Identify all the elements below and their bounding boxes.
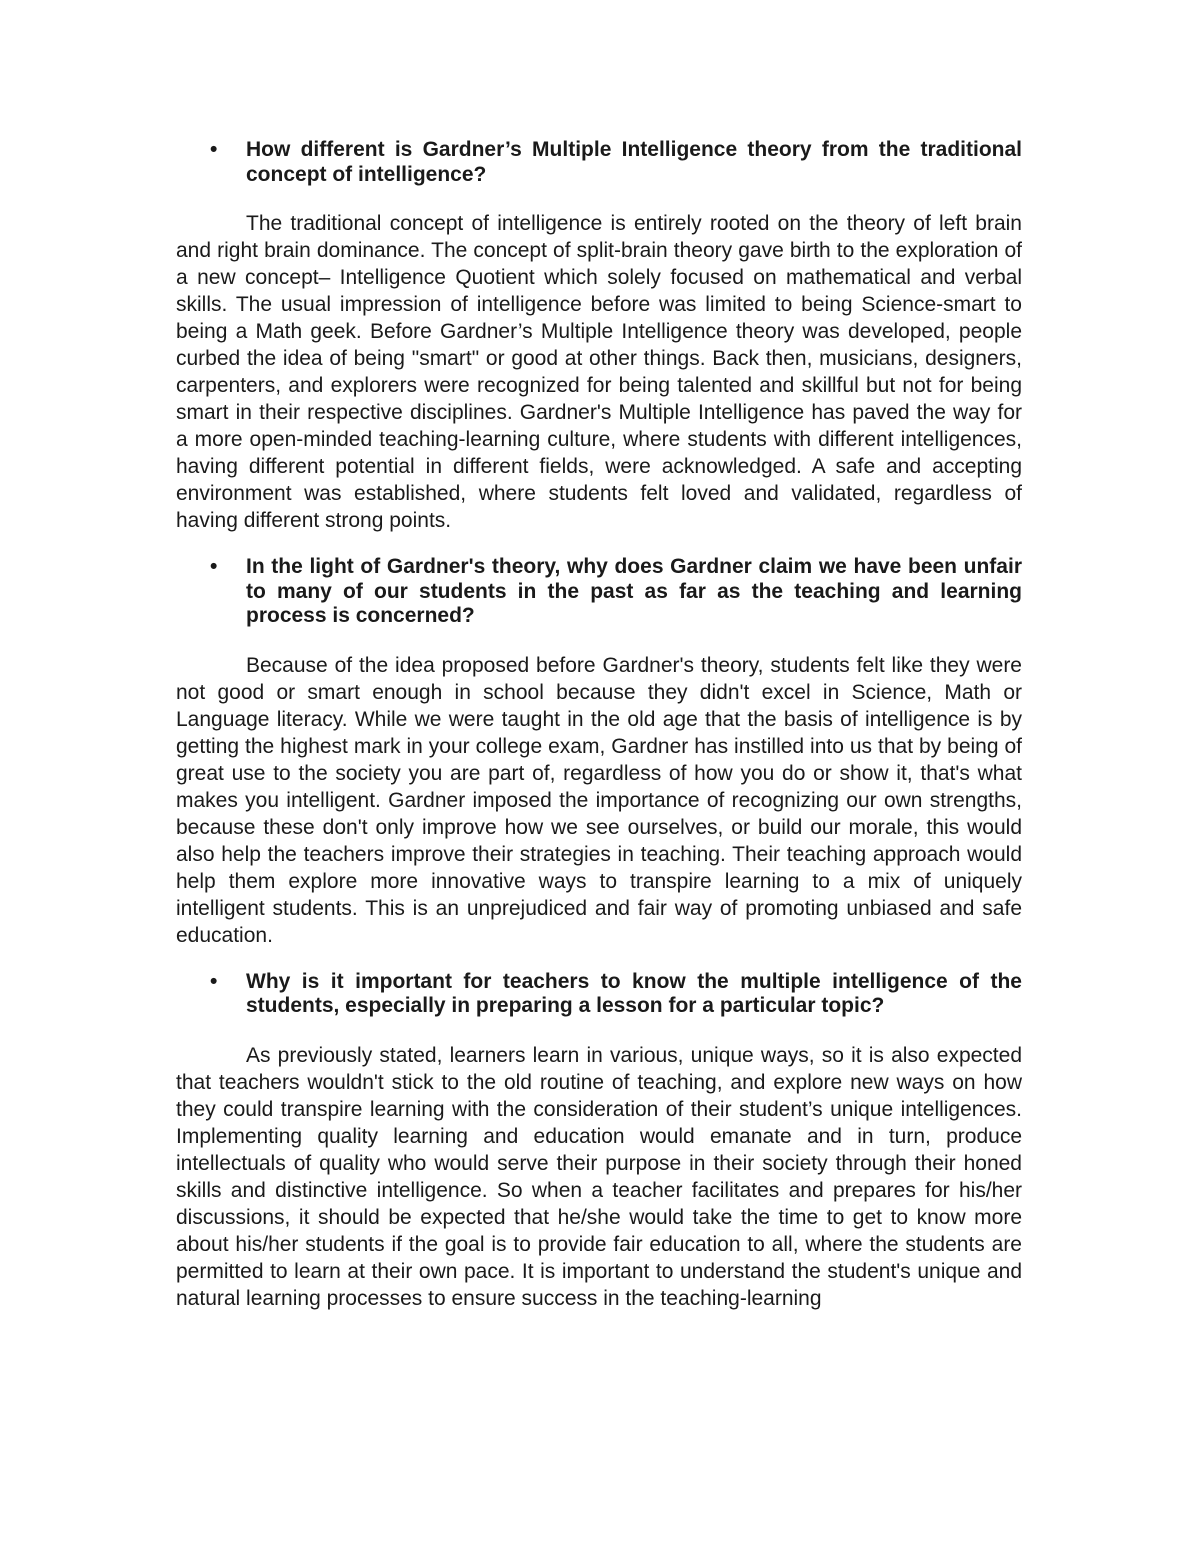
question-3	[176, 970, 1022, 1019]
question-1-text: How different is Gardner’s Multiple Intelligence theory from the traditional concept of intelligence?	[246, 138, 1022, 186]
bullet-icon: •	[210, 138, 218, 161]
question-1	[176, 138, 1022, 187]
document-body	[176, 138, 1022, 1312]
bullet-icon: •	[210, 969, 218, 993]
question-2	[176, 555, 1022, 629]
answer-1: The traditional concept of intelligence is entirely rooted on the theory of left brain and right brain dominance. The concept of split-brain theory gave birth to the exploration of a new concept– Intelligence Quotient which solely focused on mathematical and verbal skills. The usual impression of intelligence before was limited to being Science-smart to being a Math geek. Before Gardner’s Multiple Intelligence theory was developed, people curbed the idea of being "smart" or good at other things. Back then, musicians, designers, carpenters, and explorers were recognized for being talented and skillful but not for being smart in their respective disciplines. Gardner's Multiple Intelligence has paved the way for a more open-minded teaching-learning culture, where students with different intelligences, having different potential in different fields, were acknowledged. A safe and accepting environment was established, where students felt loved and validated, regardless of having different strong points.	[176, 212, 1022, 532]
answer-3: As previously stated, learners learn in various, unique ways, so it is also expected that teachers wouldn't stick to the old routine of teaching, and explore new ways on how they could transpire learning with the consideration of their student’s unique intelligences. Implementing quality learning and education would emanate and in turn, produce intellectuals of quality who would serve their purpose in their society through their honed skills and distinctive intelligence. So when a teacher facilitates and prepares for his/her discussions, it should be expected that he/she would take the time to get to know more about his/her students if the goal is to provide fair education to all, where the students are permitted to learn at their own pace. It is important to understand the student's unique and natural learning processes to ensure success in the teaching-learning	[176, 1043, 1022, 1310]
question-3-text: Why is it important for teachers to know the multiple intelligence of the students, especially in preparing a lesson for a particular topic?	[246, 969, 1022, 1017]
answer-2: Because of the idea proposed before Gardner's theory, students felt like they were not good or smart enough in school because they didn't excel in Science, Math or Language literacy. While we were taught in the old age that the basis of intelligence is by getting the highest mark in your college exam, Gardner has instilled into us that by being of great use to the society you are part of, regardless of how you do or show it, that's what makes you intelligent. Gardner imposed the importance of recognizing our own strengths, because these don't only improve how we see ourselves, or build our morale, this would also help the teachers improve their strategies in teaching. Their teaching approach would help them explore more innovative ways to transpire learning to a mix of uniquely intelligent students. This is an unprejudiced and fair way of promoting unbiased and safe education.	[176, 653, 1022, 947]
question-2-text: In the light of Gardner's theory, why does Gardner claim we have been unfair to many of our students in the past as far as the teaching and learning process is concerned?	[246, 555, 1022, 627]
bullet-icon: •	[210, 555, 218, 578]
